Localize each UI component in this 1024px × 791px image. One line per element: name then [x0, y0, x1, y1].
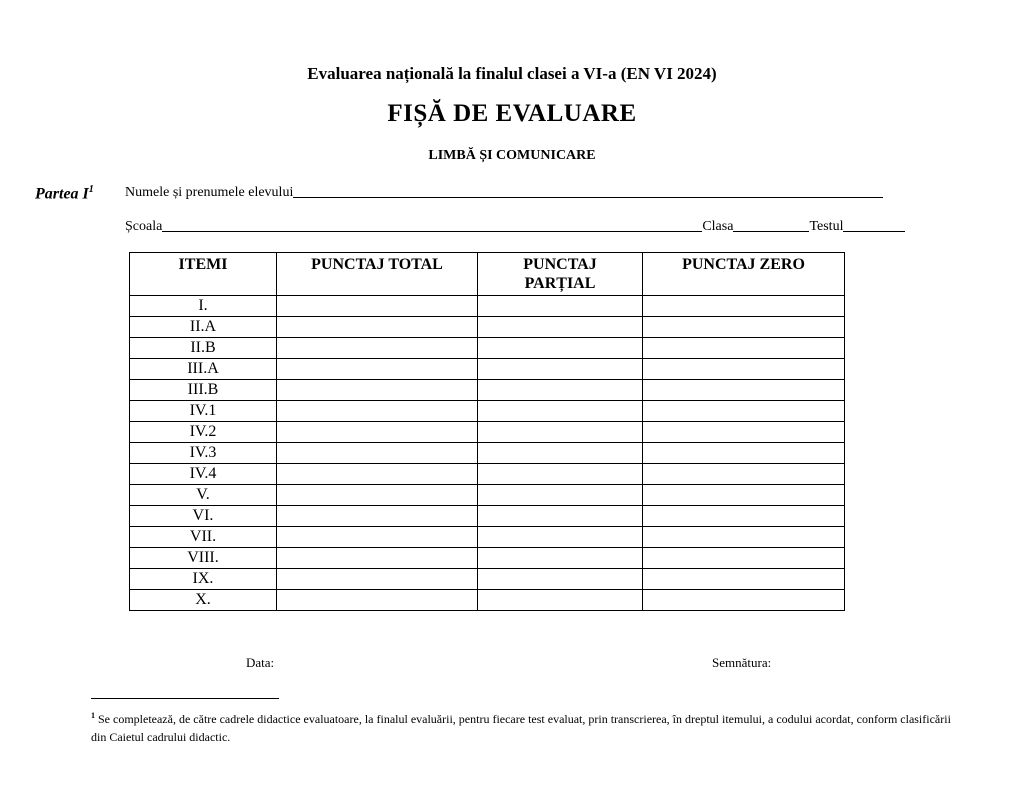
subject-title: LIMBĂ ȘI COMUNICARE — [428, 148, 596, 163]
table-row — [130, 422, 845, 443]
student-name-row — [125, 185, 883, 201]
zero-score-cell[interactable] — [643, 296, 845, 317]
item-label: IV.3 — [130, 443, 277, 464]
partial-score-cell[interactable] — [478, 464, 643, 485]
total-score-cell[interactable] — [277, 527, 478, 548]
zero-score-cell[interactable] — [643, 485, 845, 506]
item-label: IV.1 — [130, 401, 277, 422]
table-header-row — [130, 253, 845, 296]
partial-score-cell[interactable] — [478, 506, 643, 527]
total-score-cell[interactable] — [277, 317, 478, 338]
zero-score-cell[interactable] — [643, 443, 845, 464]
partial-score-cell[interactable] — [478, 590, 643, 611]
total-score-cell[interactable] — [277, 485, 478, 506]
footnote — [91, 707, 951, 746]
part-label — [35, 184, 94, 203]
zero-score-cell[interactable] — [643, 380, 845, 401]
zero-score-cell[interactable] — [643, 506, 845, 527]
class-field[interactable] — [733, 230, 809, 232]
table-row — [130, 527, 845, 548]
zero-score-cell[interactable] — [643, 359, 845, 380]
item-label: III.A — [130, 359, 277, 380]
header-total-score: PUNCTAJ TOTAL — [277, 253, 478, 296]
table-row — [130, 569, 845, 590]
table-row — [130, 485, 845, 506]
item-label: II.A — [130, 317, 277, 338]
school-field[interactable] — [162, 230, 702, 232]
date-label: Data: — [246, 655, 275, 670]
student-name-field[interactable] — [293, 196, 883, 198]
total-score-cell[interactable] — [277, 590, 478, 611]
partial-score-cell[interactable] — [478, 422, 643, 443]
item-label: VIII. — [130, 548, 277, 569]
item-label: VII. — [130, 527, 277, 548]
part-footnote-marker: 1 — [88, 184, 94, 195]
partial-score-cell[interactable] — [478, 317, 643, 338]
total-score-cell[interactable] — [277, 506, 478, 527]
total-score-cell[interactable] — [277, 380, 478, 401]
part-label-text: Partea I — [35, 185, 89, 203]
total-score-cell[interactable] — [277, 338, 478, 359]
table-row — [130, 548, 845, 569]
item-label: V. — [130, 485, 277, 506]
total-score-cell[interactable] — [277, 569, 478, 590]
header-items: ITEMI — [130, 253, 277, 296]
table-row — [130, 443, 845, 464]
signature-label: Semnătura: — [712, 655, 772, 670]
table-row — [130, 338, 845, 359]
student-name-label: Numele și prenumele elevului — [125, 185, 294, 200]
test-field[interactable] — [843, 230, 905, 232]
item-label: VI. — [130, 506, 277, 527]
table-row — [130, 506, 845, 527]
item-label: II.B — [130, 338, 277, 359]
partial-score-cell[interactable] — [478, 485, 643, 506]
footnote-divider — [91, 698, 279, 699]
item-label: III.B — [130, 380, 277, 401]
table-row — [130, 401, 845, 422]
evaluation-table — [129, 252, 845, 611]
zero-score-cell[interactable] — [643, 548, 845, 569]
item-label: IV.4 — [130, 464, 277, 485]
table-row — [130, 380, 845, 401]
item-label: IV.2 — [130, 422, 277, 443]
partial-score-cell[interactable] — [478, 401, 643, 422]
table-row — [130, 317, 845, 338]
header-zero-score: PUNCTAJ ZERO — [643, 253, 845, 296]
school-row — [125, 219, 905, 235]
total-score-cell[interactable] — [277, 422, 478, 443]
table-row — [130, 464, 845, 485]
table-row — [130, 359, 845, 380]
table-row — [130, 296, 845, 317]
exam-title: Evaluarea națională la finalul clasei a VI-a (EN VI 2024) — [307, 64, 717, 83]
item-label: I. — [130, 296, 277, 317]
total-score-cell[interactable] — [277, 443, 478, 464]
zero-score-cell[interactable] — [643, 317, 845, 338]
footnote-marker: 1 — [91, 711, 95, 720]
partial-score-cell[interactable] — [478, 548, 643, 569]
total-score-cell[interactable] — [277, 548, 478, 569]
zero-score-cell[interactable] — [643, 401, 845, 422]
zero-score-cell[interactable] — [643, 527, 845, 548]
partial-score-cell[interactable] — [478, 527, 643, 548]
item-label: X. — [130, 590, 277, 611]
total-score-cell[interactable] — [277, 401, 478, 422]
class-label: Clasa — [702, 219, 734, 234]
partial-score-cell[interactable] — [478, 359, 643, 380]
document-title: FIȘĂ DE EVALUARE — [387, 100, 637, 127]
zero-score-cell[interactable] — [643, 590, 845, 611]
table-row — [130, 590, 845, 611]
zero-score-cell[interactable] — [643, 569, 845, 590]
header-partial-score: PUNCTAJ PARȚIAL — [478, 253, 643, 296]
zero-score-cell[interactable] — [643, 464, 845, 485]
total-score-cell[interactable] — [277, 359, 478, 380]
partial-score-cell[interactable] — [478, 380, 643, 401]
partial-score-cell[interactable] — [478, 296, 643, 317]
total-score-cell[interactable] — [277, 296, 478, 317]
zero-score-cell[interactable] — [643, 422, 845, 443]
total-score-cell[interactable] — [277, 464, 478, 485]
item-label: IX. — [130, 569, 277, 590]
partial-score-cell[interactable] — [478, 443, 643, 464]
partial-score-cell[interactable] — [478, 338, 643, 359]
footnote-text: Se completează, de către cadrele didactice evaluatoare, la finalul evaluării, pentru fiecare test evaluat, prin transcrierea, în dreptul itemului, a codului acordat, conform clasificării din Caietul cadrului didactic. — [91, 712, 951, 744]
zero-score-cell[interactable] — [643, 338, 845, 359]
test-label: Testul — [809, 219, 844, 234]
partial-score-cell[interactable] — [478, 569, 643, 590]
school-label: Școala — [125, 219, 163, 234]
